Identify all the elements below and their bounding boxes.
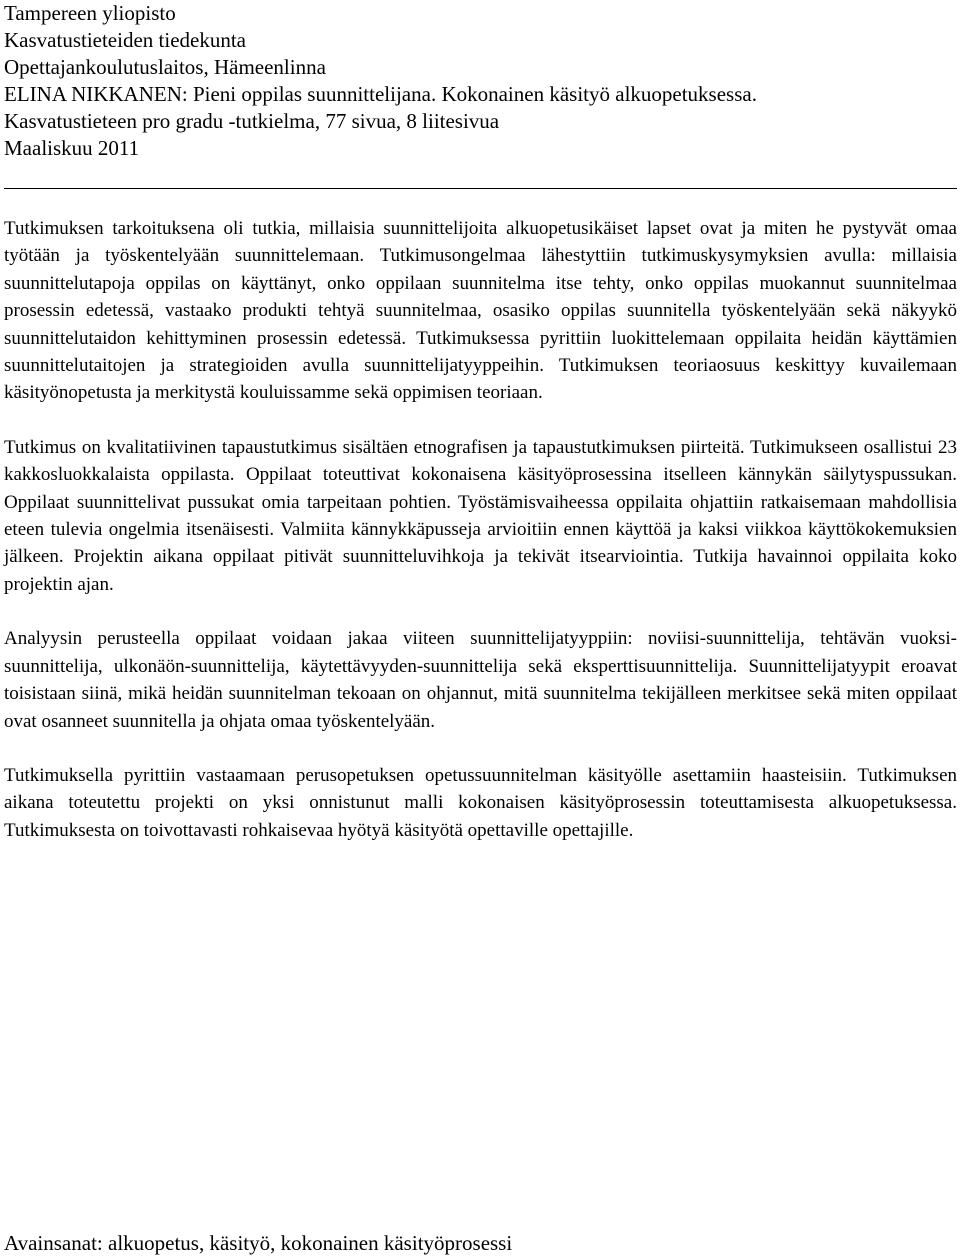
thesis-date: Maaliskuu 2011 [4, 136, 140, 160]
header-divider [4, 188, 957, 189]
abstract-paragraph: Tutkimus on kvalitatiivinen tapaustutkimus sisältäen etnografisen ja tapaustutkimuksen piirteitä. Tutkimukseen osallistui 23 kakkosluokkalaista oppilasta. Oppilaat toteuttivat kokonaisena käsityöprosessina itselleen kännykän säilytyspussukan. Oppilaat suunnittelivat pussukat omia tarpeitaan pohtien. Työstämisvaiheessa oppilaita ohjattiin ratkaisemaan mahdollisia eteen tulevia ongelmia itsenäisesti. Valmiita kännykkäpusseja arvioitiin ennen käyttöä ja kaksi viikkoa käyttökokemuksien jälkeen. Projektin aikana oppilaat pitivät suunnitteluvihkoja ja tekivät itsearviointia. Tutkija havainnoi oppilaita koko projektin ajan. [4, 436, 957, 595]
document-page [4, 0, 957, 871]
thesis-info: Kasvatustieteen pro gradu -tutkielma, 77 sivua, 8 liitesivua [4, 109, 500, 133]
university-name: Tampereen yliopisto [4, 1, 176, 25]
abstract-body [4, 215, 957, 844]
abstract-paragraph: Analyysin perusteella oppilaat voidaan jakaa viiteen suunnittelijatyyppiin: noviisi-suunnittelija, tehtävän vuoksi-suunnittelija, ulkonäön-suunnittelija, käytettävyyden-suunnittelija sekä eksperttisuunnittelija. Suunnittelijatyypit eroavat toisistaan siinä, mikä heidän suunnitelman tekoaan on ohjannut, mitä suunnitelma tekijälleen merkitsee sekä miten oppilaat ovat osanneet suunnitella ja ohjata omaa työskentelyään. [4, 628, 957, 732]
author-and-title: ELINA NIKKANEN: Pieni oppilas suunnittelijana. Kokonainen käsityö alkuopetuksessa. [4, 82, 757, 106]
document-header [4, 0, 957, 162]
abstract-paragraph: Tutkimuksen tarkoituksena oli tutkia, millaisia suunnittelijoita alkuopetusikäiset lapset ovat ja miten he pystyvät omaa työtään ja työskentelyään suunnittelemaan. Tutkimusongelmaa lähestyttiin tutkimuskysymyksien avulla: millaisia suunnittelutapoja oppilas on käyttänyt, onko oppilaan suunnitelma itse tehty, onko oppilas muokannut suunnitelmaa prosessin edetessä, vastaako produkti tehtyä suunnitelmaa, osasiko oppilas suunnitella työskentelyään sekä näkyykö suunnittelutaidon kehittyminen prosessin edetessä. Tutkimuksessa pyrittiin luokittelemaan oppilaita heidän käyttämien suunnittelutaitojen ja strategioiden avulla suunnittelijatyyppeihin. Tutkimuksen teoriaosuus keskittyy kuvailemaan käsityönopetusta ja merkitystä kouluissamme sekä oppimisen teoriaan. [4, 218, 957, 404]
abstract-paragraph: Tutkimuksella pyrittiin vastaamaan perusopetuksen opetussuunnitelman käsityölle asettamiin haasteisiin. Tutkimuksen aikana toteutettu projekti on yksi onnistunut malli kokonaisen käsityöprosessin toteuttamisesta alkuopetuksessa. Tutkimuksesta on toivottavasti rohkaisevaa hyötyä käsityötä opettaville opettajille. [4, 764, 957, 841]
keywords: Avainsanat: alkuopetus, käsityö, kokonainen käsityöprosessi [4, 1231, 513, 1255]
department-name: Opettajankoulutuslaitos, Hämeenlinna [4, 55, 326, 79]
faculty-name: Kasvatustieteiden tiedekunta [4, 28, 247, 52]
